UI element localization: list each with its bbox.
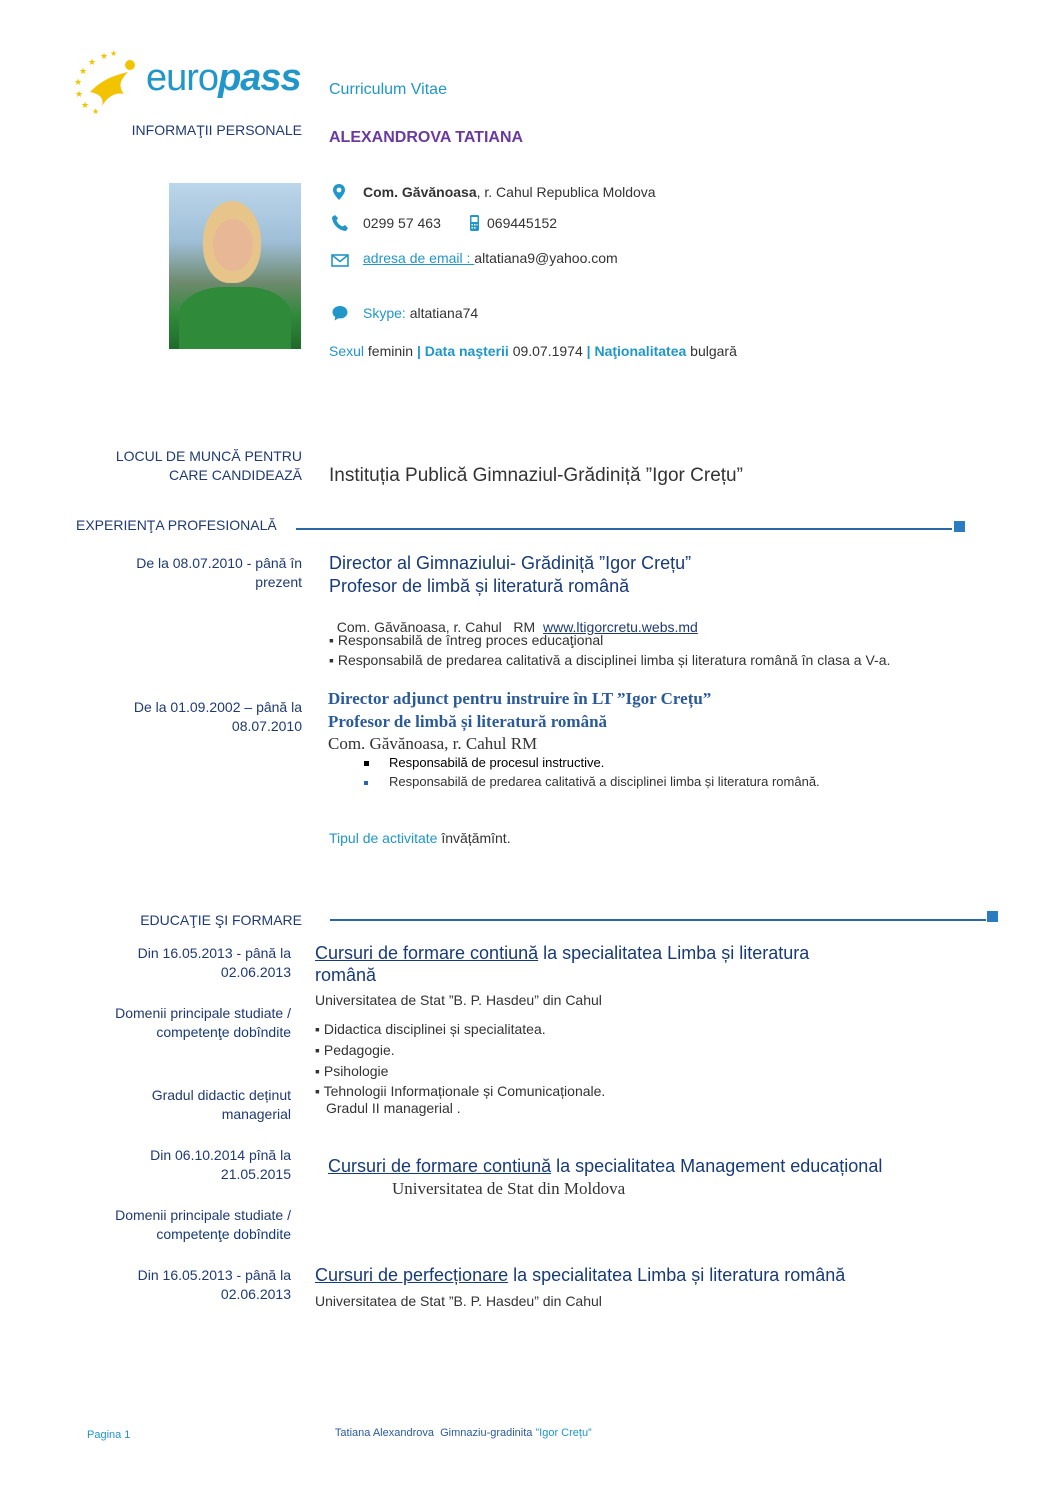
address-bold: Com. Găvănoasa	[363, 184, 477, 200]
activity-type-value: învățămînt.	[441, 830, 511, 846]
profile-photo	[169, 183, 301, 349]
exp2-bullet-2-marker	[364, 781, 368, 785]
edu1-date-line1: Din 16.05.2013 - până la	[137, 945, 291, 961]
europass-logo	[72, 50, 304, 114]
mobile-phone-icon	[465, 214, 483, 232]
job-applied-label	[42, 447, 302, 485]
exp2-place: Com. Găvănoasa, r. Cahul RM	[328, 734, 538, 753]
full-name: ALEXANDROVA TATIANA	[329, 129, 524, 146]
edu1-title-line2: română	[315, 965, 377, 985]
exp1-title2: Profesor de limbă și literatură română	[329, 576, 630, 596]
edu2-org: Universitatea de Stat din Moldova	[392, 1179, 626, 1198]
education-divider-square	[987, 911, 998, 922]
edu3-title-underlined: Cursuri de perfecționare	[315, 1265, 509, 1285]
edu3-title	[315, 1264, 845, 1286]
edu2-title-rest: la specialitatea Management educațional	[551, 1156, 883, 1176]
exp2-bullet-2: Responsabilă de predarea calitativă a disciplinei limba și literatura română.	[389, 774, 820, 789]
job-label-line2: CARE CANDIDEAZĂ	[168, 467, 302, 483]
edu1-domains-label	[51, 1004, 291, 1042]
exp2-date	[62, 698, 302, 736]
edu2-date	[51, 1146, 291, 1184]
svg-text:★: ★	[88, 57, 97, 67]
edu2-domains-line1: Domenii principale studiate /	[115, 1207, 291, 1223]
personal-info-label: INFORMAŢII PERSONALE	[131, 122, 302, 138]
edu1-grade-value: Gradul II managerial .	[326, 1100, 461, 1116]
edu3-title-rest: la specialitatea Limba și literatura română	[508, 1265, 846, 1285]
doc-title: Curriculum Vitae	[329, 81, 447, 98]
email-icon	[331, 251, 349, 269]
svg-text:★: ★	[75, 89, 84, 99]
edu3-date-line2: 02.06.2013	[220, 1286, 291, 1302]
svg-text:★: ★	[110, 50, 118, 58]
exp2-bullet-1: Responsabilă de procesul instructive.	[389, 755, 605, 770]
edu1-bullet-1: ▪ Didactica disciplinei și specialitatea.	[315, 1021, 546, 1037]
skype-id: altatiana74	[409, 305, 479, 321]
activity-type-label: Tipul de activitate	[329, 830, 438, 846]
svg-text:★: ★	[92, 107, 100, 114]
page-number: Pagina 1	[87, 1429, 131, 1441]
sex-label: Sexul	[329, 343, 365, 359]
logo-text-euro: euro	[146, 57, 219, 99]
exp1-place: Com. Găvănoasa, r. Cahul RM	[336, 619, 543, 635]
email-address[interactable]: altatiana9@yahoo.com	[474, 250, 618, 266]
edu1-title	[315, 942, 855, 986]
exp2-title1: Director adjunct pentru instruire în LT ”Igor Crețu”	[328, 689, 712, 708]
edu2-title	[328, 1155, 882, 1177]
job-applied-value: Instituția Publică Gimnaziul-Grădiniță ”Igor Crețu”	[329, 465, 743, 486]
edu2-domains-label	[51, 1206, 291, 1244]
edu3-org: Universitatea de Stat ”B. P. Hasdeu” din Cahul	[315, 1293, 602, 1309]
svg-text:★: ★	[81, 100, 90, 110]
footer-center	[329, 1415, 592, 1439]
personal-details-line	[329, 343, 737, 359]
edu1-org: Universitatea de Stat ”B. P. Hasdeu” din Cahul	[315, 992, 602, 1008]
exp2-bullet-1-marker	[364, 761, 369, 766]
edu3-date	[51, 1266, 291, 1304]
skype-chat-icon	[331, 304, 349, 322]
svg-text:★: ★	[100, 51, 109, 61]
exp1-bullet-1: ▪ Responsabilă de întreg proces educaţional	[329, 632, 604, 648]
location-icon	[330, 183, 348, 201]
edu1-grade-label-line2: managerial	[221, 1106, 291, 1122]
edu1-title-underlined: Cursuri de formare contiună	[315, 943, 539, 963]
exp2-date-line1: De la 01.09.2002 – până la	[133, 699, 302, 715]
experience-section-label: EXPERIENŢA PROFESIONALĂ	[76, 517, 277, 533]
birth-value: 09.07.1974	[512, 343, 583, 359]
edu3-date-line1: Din 16.05.2013 - până la	[137, 1267, 291, 1283]
nationality-label: | Naţionalitatea	[586, 343, 687, 359]
nationality-value: bulgară	[690, 343, 737, 359]
edu2-date-line1: Din 06.10.2014 pînă la	[150, 1147, 291, 1163]
education-divider	[330, 919, 986, 921]
edu1-grade-label	[51, 1086, 291, 1124]
exp1-date	[62, 554, 302, 592]
logo-text-pass: pass	[218, 57, 301, 99]
edu1-date	[51, 944, 291, 982]
exp1-bullet-2: ▪ Responsabilă de predarea calitativă a disciplinei limba și literatura română în clasa a V-a.	[329, 652, 891, 668]
edu2-domains-line2: competenţe dobîndite	[156, 1226, 291, 1242]
svg-text:★: ★	[74, 77, 83, 87]
edu1-grade-label-line1: Gradul didactic deținut	[151, 1087, 291, 1103]
phone-number: 0299 57 463	[363, 215, 441, 231]
edu2-title-underlined: Cursuri de formare contiună	[328, 1156, 552, 1176]
experience-divider-square	[954, 521, 965, 532]
edu1-date-line2: 02.06.2013	[220, 964, 291, 980]
footer-highlight: ”Igor Crețu”	[535, 1427, 592, 1439]
address-rest: , r. Cahul Republica Moldova	[476, 184, 656, 200]
exp1-title1: Director al Gimnaziului- Grădiniță ”Igor Crețu”	[329, 553, 692, 573]
job-label-line1: LOCUL DE MUNCĂ PENTRU	[115, 448, 302, 464]
exp2-date-line2: 08.07.2010	[231, 718, 302, 734]
sex-value: feminin	[367, 343, 414, 359]
edu1-bullet-4: ▪ Tehnologii Informaționale și Comunicaționale.	[315, 1083, 606, 1099]
exp2-title2: Profesor de limbă și literatură română	[328, 712, 608, 731]
edu1-bullet-3: ▪ Psihologie	[315, 1063, 389, 1079]
email-label: adresa de email :	[363, 250, 475, 266]
birth-label: | Data naşterii	[416, 343, 509, 359]
exp1-website-link[interactable]: www.ltigorcretu.webs.md	[542, 619, 698, 635]
phone-icon	[331, 214, 349, 232]
edu1-domains-line1: Domenii principale studiate /	[115, 1005, 291, 1021]
edu2-date-line2: 21.05.2015	[220, 1166, 291, 1182]
education-section-label: EDUCAŢIE ŞI FORMARE	[140, 912, 302, 928]
skype-label: Skype:	[363, 305, 406, 321]
edu1-domains-line2: competenţe dobîndite	[156, 1024, 291, 1040]
edu1-bullet-2: ▪ Pedagogie.	[315, 1042, 395, 1058]
exp1-date-line2: prezent	[255, 574, 302, 590]
edu1-title-rest: la specialitatea Limba și literatura	[538, 943, 810, 963]
experience-divider	[296, 528, 952, 530]
exp1-date-line1: De la 08.07.2010 - până în	[136, 555, 302, 571]
mobile-number: 069445152	[487, 215, 558, 231]
footer-text: Tatiana Alexandrova Gimnaziu-gradinita	[334, 1427, 536, 1439]
svg-text:★: ★	[79, 66, 88, 76]
